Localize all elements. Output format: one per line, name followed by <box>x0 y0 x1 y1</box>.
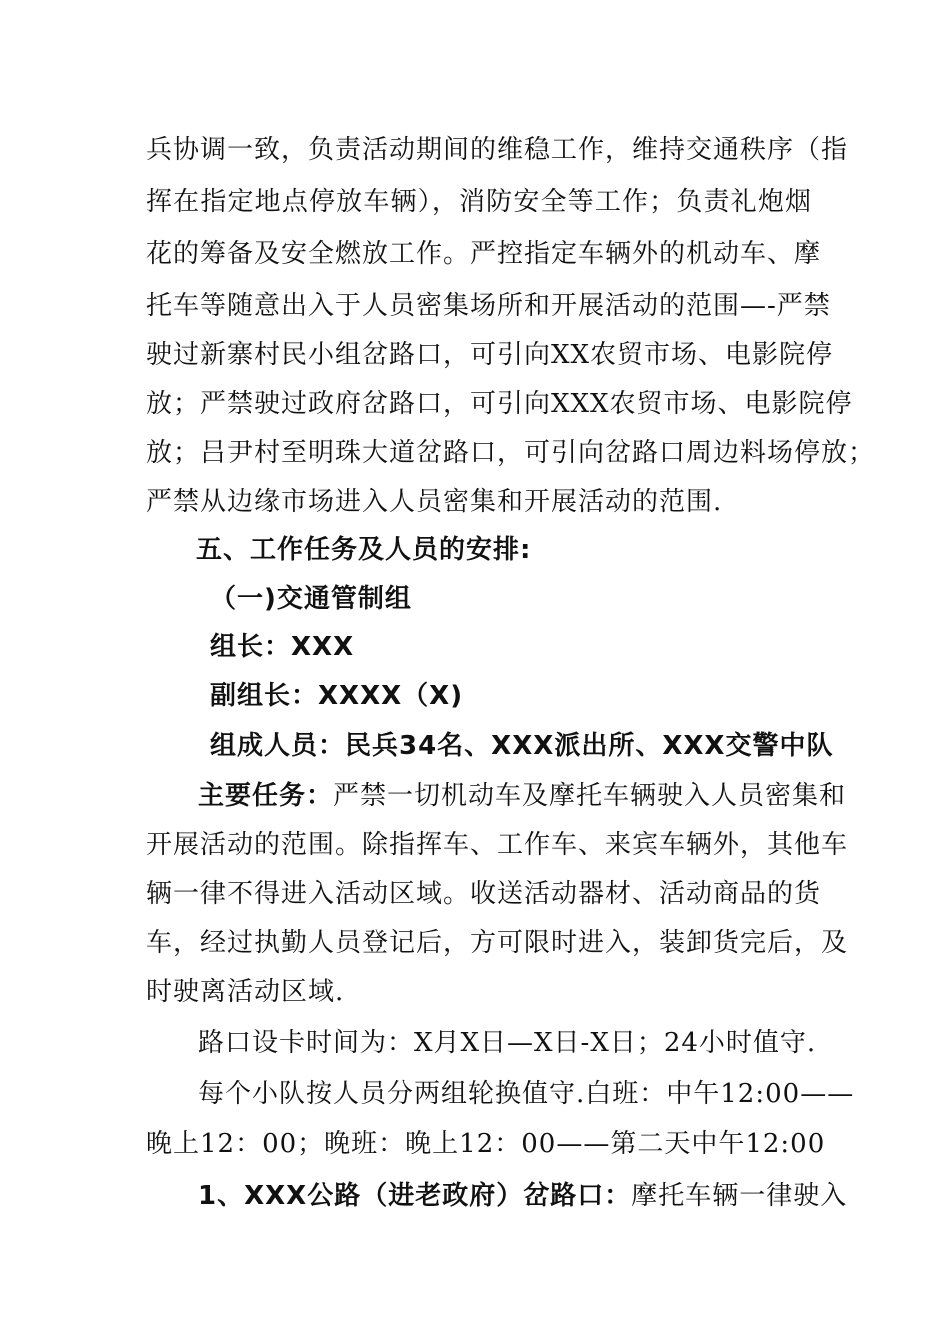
paragraph-line: 放；严禁驶过政府岔路口，可引向XXX农贸市场、电影院停 <box>146 389 853 419</box>
group-leader: 组长：XXX <box>210 632 355 662</box>
task-line: 开展活动的范围。除指挥车、工作车、来宾车辆外，其他车 <box>146 830 849 860</box>
section-heading: 五、工作任务及人员的安排: <box>196 535 532 565</box>
task-line: 时驶离活动区域. <box>146 977 345 1007</box>
task-line: 辆一律不得进入活动区域。收送活动器材、活动商品的货 <box>146 879 822 909</box>
paragraph-line: 花的筹备及安全燃放工作。严控指定车辆外的机动车、摩 <box>146 239 822 269</box>
deputy-leader: 副组长：XXXX（X) <box>210 681 464 711</box>
paragraph-line: 放；吕尹村至明珠大道岔路口，可引向岔路口周边料场停放； <box>146 438 876 468</box>
checkpoint-time: 路口设卡时间为：X月X日—X日-X日；24小时值守. <box>198 1028 817 1058</box>
shift-line: 每个小队按人员分两组轮换值守.白班：中午12:00—— <box>198 1079 855 1109</box>
task-text: 严禁一切机动车及摩托车辆驶入人员密集和 <box>333 781 847 811</box>
paragraph-line: 驶过新寨村民小组岔路口，可引向XX农贸市场、电影院停 <box>146 340 834 370</box>
task-first-line <box>198 770 847 822</box>
task-label: 主要任务： <box>198 781 334 811</box>
group-title: （一)交通管制组 <box>210 584 412 614</box>
paragraph-line: 托车等随意出入于人员密集场所和开展活动的范围—-严禁 <box>146 291 831 321</box>
item-1-label: 1、XXX公路（进老政府）岔路口： <box>198 1181 632 1211</box>
paragraph-line: 严禁从边缘市场进入人员密集和开展活动的范围. <box>146 487 723 517</box>
task-line: 车，经过执勤人员登记后，方可限时进入，装卸货完后，及 <box>146 928 849 958</box>
item-1-text: 摩托车辆一律驶入 <box>631 1181 848 1211</box>
paragraph-line: 挥在指定地点停放车辆），消防安全等工作；负责礼炮烟 <box>146 187 812 217</box>
paragraph-line: 兵协调一致，负责活动期间的维稳工作，维持交通秩序（指 <box>146 135 849 165</box>
item-1-line <box>198 1170 848 1222</box>
group-members: 组成人员：民兵34名、XXX派出所、XXX交警中队 <box>210 731 834 761</box>
shift-line: 晚上12：00；晚班：晚上12：00——第二天中午12:00 <box>146 1129 826 1159</box>
